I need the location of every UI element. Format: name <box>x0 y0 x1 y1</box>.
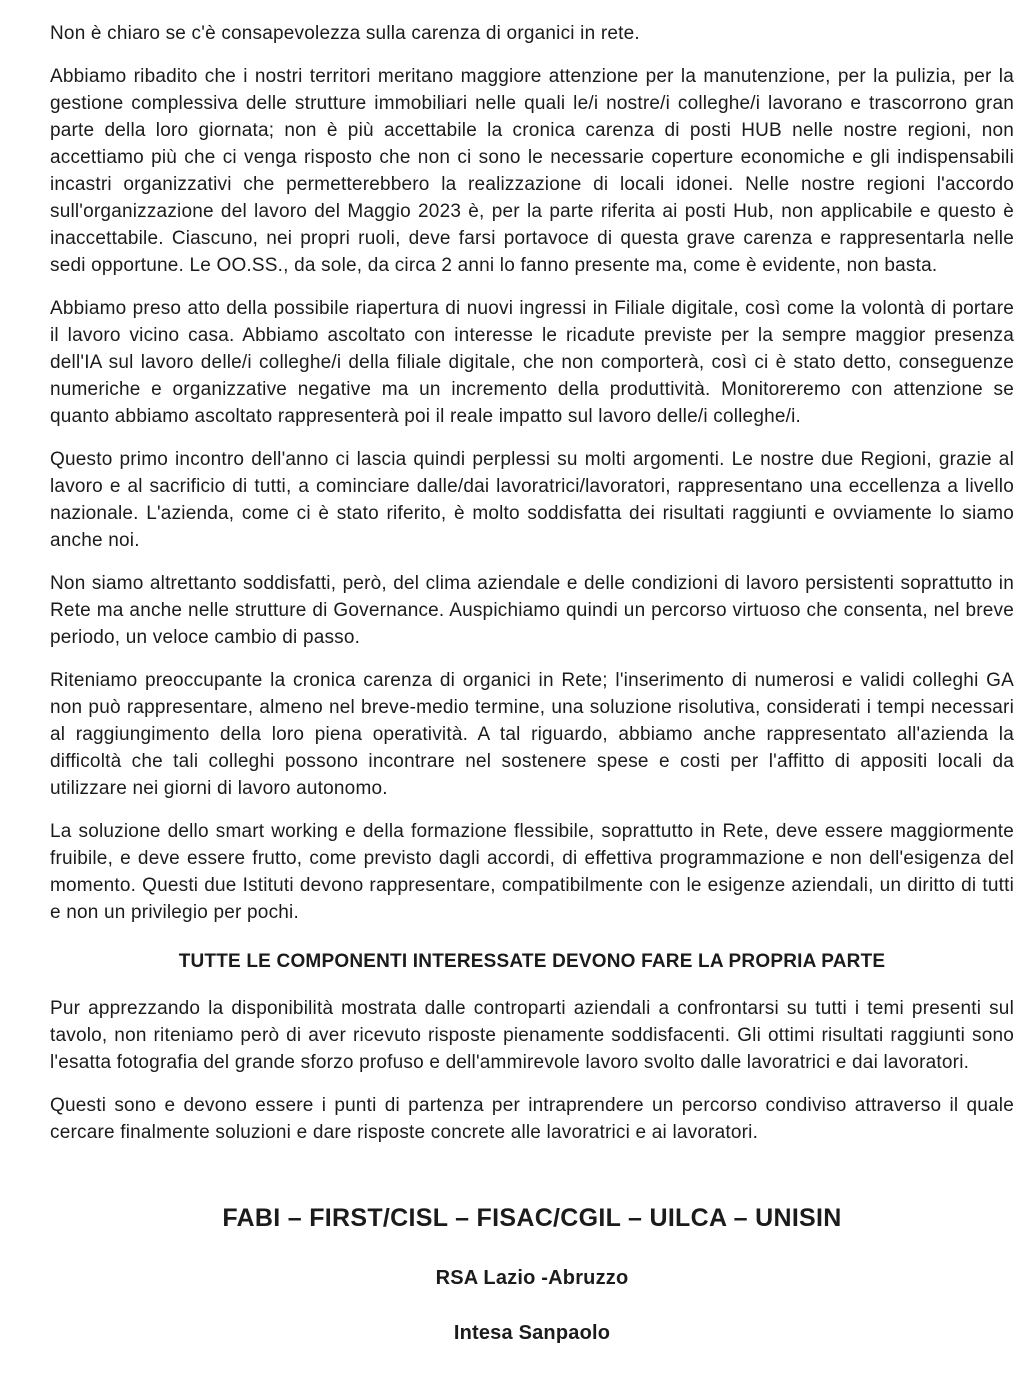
signature-unions: FABI – FIRST/CISL – FISAC/CGIL – UILCA – UNISIN <box>222 1204 842 1232</box>
paragraph-disponibilita-controparti: Pur apprezzando la disponibilità mostrata dalle controparti aziendali a confrontarsi su tutti i temi presenti sul tavolo, non riteniamo però di aver ricevuto risposte pienamente soddisfacenti. Gli ottimi risultati raggiunti sono l'esatta fotografia del grande sforzo profuso e dell'ammirevole lavoro svolto dalle lavoratrici e dai lavoratori. <box>50 998 1014 1073</box>
paragraph-territori-manutenzione: Abbiamo ribadito che i nostri territori meritano maggiore attenzione per la manutenzione, per la pulizia, per la gestione complessiva delle strutture immobiliari nelle quali le/i nostre/i colleghe/i lavorano e trascorrono gran parte della loro giornata; non è più accettabile la cronica carenza di posti HUB nelle nostre regioni, non accettiamo più che ci venga risposto che non ci sono le necessarie coperture economiche e gli indispensabili incastri organizzativi che permetterebbero la realizzazione di locali idonei. Nelle nostre regioni l'accordo sull'organizzazione del lavoro del Maggio 2023 è, per la parte riferita ai posti Hub, non applicabile e questo è inaccettabile. Ciascuno, nei propri ruoli, deve farsi portavoce di questa grave carenza e rappresentarla nelle sedi opportune. Le OO.SS., da sole, da circa 2 anni lo fanno presente ma, come è evidente, non basta. <box>50 66 1014 276</box>
signature-block <box>50 1204 1014 1345</box>
signature-company: Intesa Sanpaolo <box>453 1322 611 1344</box>
paragraph-organici-rete: Non è chiaro se c'è consapevolezza sulla carenza di organici in rete. <box>50 23 640 44</box>
paragraph-carenza-organici: Riteniamo preoccupante la cronica carenza di organici in Rete; l'inserimento di numerosi e validi colleghi GA non può rappresentare, almeno nel breve-medio termine, una soluzione risolutiva, considerati i tempi necessari al raggiungimento della loro piena operatività. A tal riguardo, abbiamo anche rappresentato all'azienda la difficoltà che tali colleghi possono incontrare nel sostenere spese e costi per l'affitto di appositi locali da utilizzare nei giorni di lavoro autonomo. <box>50 670 1014 799</box>
paragraph-smart-working: La soluzione dello smart working e della formazione flessibile, soprattutto in Rete, deve essere maggiormente fruibile, e deve essere frutto, come previsto dagli accordi, di effettiva programmazione e non dell'esigenza del momento. Questi due Istituti devono rappresentare, compatibilmente con le esigenze aziendali, un diritto di tutti e non un privilegio per pochi. <box>50 821 1014 923</box>
section-heading: TUTTE LE COMPONENTI INTERESSATE DEVONO FARE LA PROPRIA PARTE <box>178 951 886 972</box>
paragraph-punti-di-partenza: Questi sono e devono essere i punti di partenza per intraprendere un percorso condiviso attraverso il quale cercare finalmente soluzioni e dare risposte concrete alle lavoratrici e ai lavoratori. <box>50 1095 1014 1143</box>
paragraph-primo-incontro: Questo primo incontro dell'anno ci lascia quindi perplessi su molti argomenti. Le nostre due Regioni, grazie al lavoro e al sacrificio di tutti, a cominciare dalle/dai lavoratrici/lavoratori, rappresentano una eccellenza a livello nazionale. L'azienda, come ci è stato riferito, è molto soddisfatta dei risultati raggiunti e ovviamente lo siamo anche noi. <box>50 449 1014 551</box>
signature-rsa: RSA Lazio -Abruzzo <box>435 1267 629 1289</box>
paragraph-filiale-digitale: Abbiamo preso atto della possibile riapertura di nuovi ingressi in Filiale digitale, così come la volontà di portare il lavoro vicino casa. Abbiamo ascoltato con interesse le ricadute previste per la sempre maggior presenza dell'IA sul lavoro delle/i colleghe/i della filiale digitale, che non comporterà, così ci è stato detto, conseguenze numeriche e organizzative negative ma un incremento della produttività. Monitoreremo con attenzione se quanto abbiamo ascoltato rappresenterà poi il reale impatto sul lavoro delle/i colleghe/i. <box>50 298 1014 427</box>
paragraph-clima-aziendale: Non siamo altrettanto soddisfatti, però, del clima aziendale e delle condizioni di lavoro persistenti soprattutto in Rete ma anche nelle strutture di Governance. Auspichiamo quindi un percorso virtuoso che consenta, nel breve periodo, un veloce cambio di passo. <box>50 573 1014 648</box>
